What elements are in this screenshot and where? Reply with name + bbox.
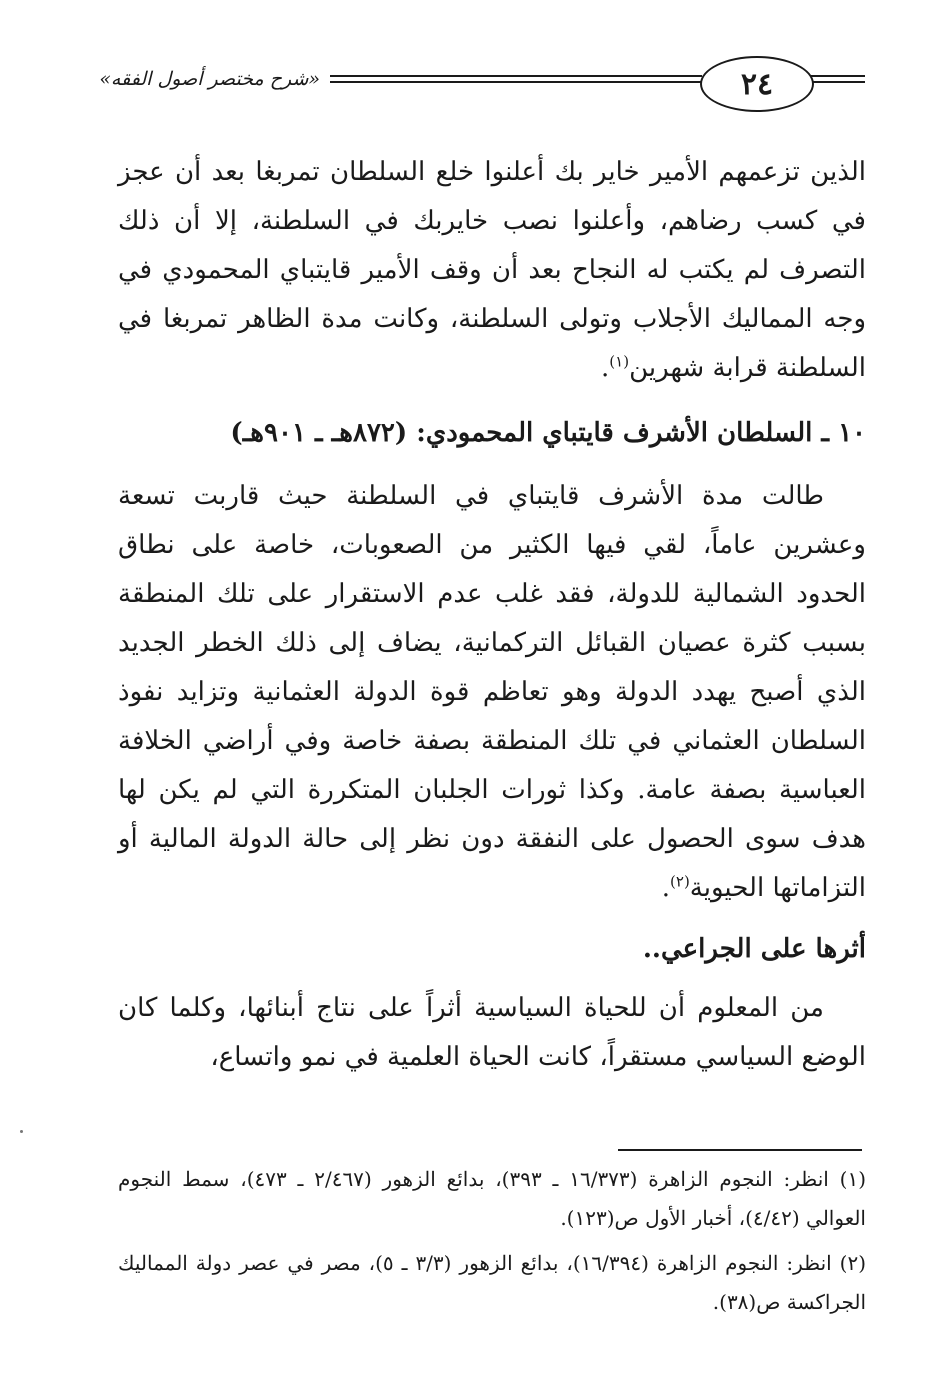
subsection-heading: أثرها على الجراعي.. [642, 934, 866, 964]
paragraph-text: الذين تزعمهم الأمير خاير بك أعلنوا خلع السلطان تمربغا بعد أن عجز في كسب رضاهم، وأعلنوا نصب خايربك في السلطنة، إلا أن ذلك التصرف لم يكتب له النجاح بعد أن وقف الأمير قايتباي المحمودي في وجه المماليك الأجلاب وتولى السلطنة، وكانت مدة الظاهر تمربغا في السلطنة قرابة شهرين [118, 157, 866, 383]
footnote-reference[interactable]: (٢) [670, 872, 690, 891]
paragraph [118, 472, 866, 913]
page-number: ٢٤ [700, 56, 814, 112]
footnote-separator [618, 1149, 862, 1151]
header-rule-right-bottom [808, 81, 865, 83]
header-rule-right-top [808, 75, 865, 77]
footnotes [118, 1160, 866, 1328]
paragraph-text: طالت مدة الأشرف قايتباي في السلطنة حيث قاربت تسعة وعشرين عاماً، لقي فيها الكثير من الصعوبات، خاصة على نطاق الحدود الشمالية للدولة، فقد غلب عدم الاستقرار على تلك المنطقة بسبب كثرة عصيان القبائل التركمانية، يضاف إلى ذلك الخطر الجديد الذي أصبح يهدد الدولة وهو تعاظم قوة الدولة العثمانية وتزايد نفوذ السلطان العثماني في تلك المنطقة بصفة خاصة وفي أراضي الخلافة العباسية بصفة عامة. وكذا ثورات الجلبان المتكررة التي لم يكن لها هدف سوى الحصول على النفقة دون نظر إلى حالة الدولة المالية أو التزاماتها الحيوية [118, 481, 866, 903]
paragraph-end: . [661, 873, 671, 903]
paragraph: من المعلوم أن للحياة السياسية أثراً على نتاج أبنائها، وكلما كان الوضع السياسي مستقراً، كانت الحياة العلمية في نمو واتساع، [118, 993, 866, 1072]
book-title: «شرح مختصر أصول الفقه» [99, 68, 320, 90]
running-header [99, 48, 865, 118]
header-rule-middle [330, 81, 702, 83]
paragraph [118, 148, 866, 393]
scan-speck [20, 1130, 23, 1133]
main-text [118, 148, 866, 1082]
section-heading: ١٠ ـ السلطان الأشرف قايتباي المحمودي: (٨٧٢هـ ـ ٩٠١هـ) [230, 418, 866, 448]
footnote: (١) انظر: النجوم الزاهرة (١٦/٣٧٣ ـ ٣٩٣)، بدائع الزهور (٢/٤٦٧ ـ ٤٧٣)، سمط النجوم العوالي (٤/٤٢)، أخبار الأول ص(١٢٣). [118, 1167, 867, 1230]
footnote-reference[interactable]: (١) [609, 352, 630, 371]
paragraph-end: . [601, 353, 610, 383]
footnote: (٢) انظر: النجوم الزاهرة (١٦/٣٩٤)، بدائع الزهور (٣/٣ ـ ٥)، مصر في عصر دولة المماليك الجراكسة ص(٣٨). [118, 1251, 867, 1314]
header-rule-top [330, 75, 702, 77]
